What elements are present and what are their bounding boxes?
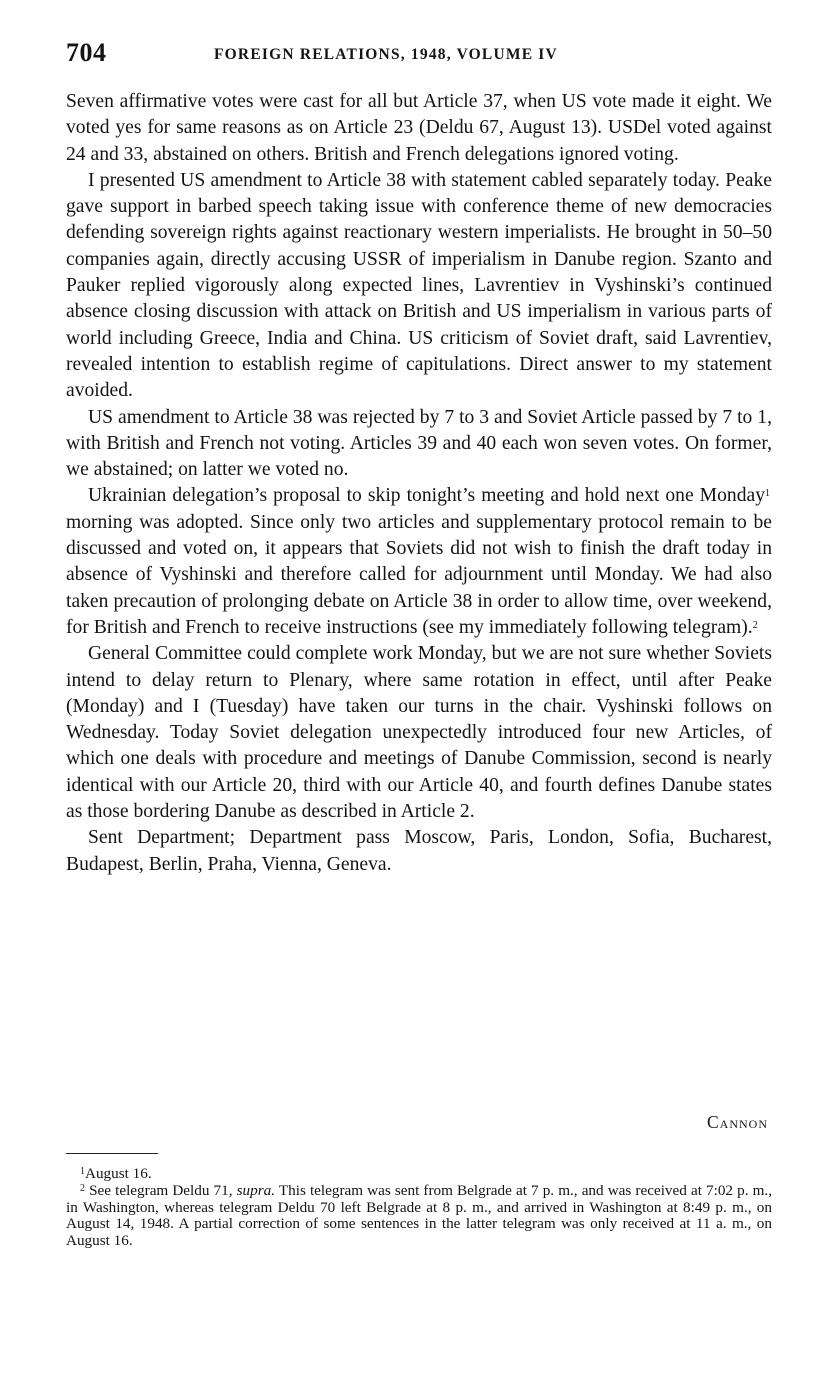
- page-header: [66, 38, 772, 70]
- paragraph-adjournment: [66, 483, 772, 641]
- paragraph-voting-results: Seven affirmative votes were cast for all but Article 37, when US vote made it eight. We voted yes for same reasons as on Article 23 (Deldu 67, August 13). USDel voted against 24 and 33, abstained on others. British and French delegations ignored voting.: [66, 91, 772, 165]
- footnote-2-mark: 2: [80, 1182, 85, 1194]
- footnote-2: [66, 1183, 772, 1250]
- footnote-2-text-a: See telegram Deldu 71,: [89, 1181, 237, 1199]
- paragraph-adjournment-part-2: morning was adopted. Since only two articles and supplementary protocol remain to be discussed and voted on, it appears that Soviets did not wish to finish the draft today in absence of Vyshinski and therefore called for adjournment until Monday. We had also taken precaution of prolonging debate on Article 38 in order to allow time, over weekend, for British and French to receive instructions (see my immediately following telegram).: [66, 511, 772, 638]
- footnote-reference-2: 2: [752, 619, 758, 631]
- page-number: 704: [66, 38, 107, 67]
- footnote-divider: [66, 1153, 158, 1154]
- paragraph-us-amendment: I presented US amendment to Article 38 with statement cabled separately today. Peake gave support in barbed speech taking issue with conference theme of new democracies defending sovereign rights against reactionary western imperialists. He brought in 50–50 companies again, directly accusing USSR of imperialism in Danube region. Szanto and Pauker replied vigorously along expected lines, Lavrentiev in Vyshinski’s continued absence closing discussion with attack on British and US imperialism in various parts of world including Greece, India and China. US criticism of Soviet draft, said Lavrentiev, revealed intention to establish regime of capitulations. Direct answer to my statement avoided.: [66, 169, 772, 402]
- footnote-reference-1: 1: [765, 488, 770, 500]
- paragraph-distribution: Sent Department; Department pass Moscow, Paris, London, Sofia, Bucharest, Budapest, Berlin, Praha, Vienna, Geneva.: [66, 827, 772, 875]
- footnote-2-text-b: This telegram was sent from Belgrade at 7 p. m., and was received at 7:02 p. m., in Washington, whereas telegram Deldu 70 left Belgrade at 8 p. m., and arrived in Washington at 8:49 p. m., on August 14, 1948. A partial correction of some sentences in the latter telegram was only received at 11 a. m., on August 16.: [66, 1181, 772, 1250]
- body-text: [66, 89, 772, 878]
- paragraph-article-38-vote: US amendment to Article 38 was rejected by 7 to 3 and Soviet Article passed by 7 to 1, with British and French not voting. Articles 39 and 40 each won seven votes. On former, we abstained; on latter we voted no.: [66, 406, 772, 481]
- signature: Cannon: [706, 1112, 768, 1132]
- footnote-1-mark: 1: [80, 1166, 85, 1177]
- footnotes: [66, 1166, 772, 1250]
- paragraph-general-committee: General Committee could complete work Monday, but we are not sure whether Soviets intend to delay return to Plenary, where same rotation in effect, until after Peake (Monday) and I (Tuesday) have taken our turns in the chair. Vyshinski follows on Wednesday. Today Soviet delegation unexpectedly introduced four new Articles, of which one deals with procedure and meetings of Danube Commission, second is nearly identical with our Article 20, third with our Article 40, and fourth defines Danube states as those bordering Danube as described in Article 2.: [66, 643, 772, 823]
- footnote-1: [66, 1166, 772, 1183]
- paragraph-adjournment-part-1: Ukrainian delegation’s proposal to skip tonight’s meeting and hold next one Monday: [88, 485, 765, 507]
- footnote-1-text: August 16.: [85, 1165, 152, 1182]
- footnote-2-supra: supra.: [236, 1181, 276, 1199]
- running-head: FOREIGN RELATIONS, 1948, VOLUME IV: [214, 46, 558, 63]
